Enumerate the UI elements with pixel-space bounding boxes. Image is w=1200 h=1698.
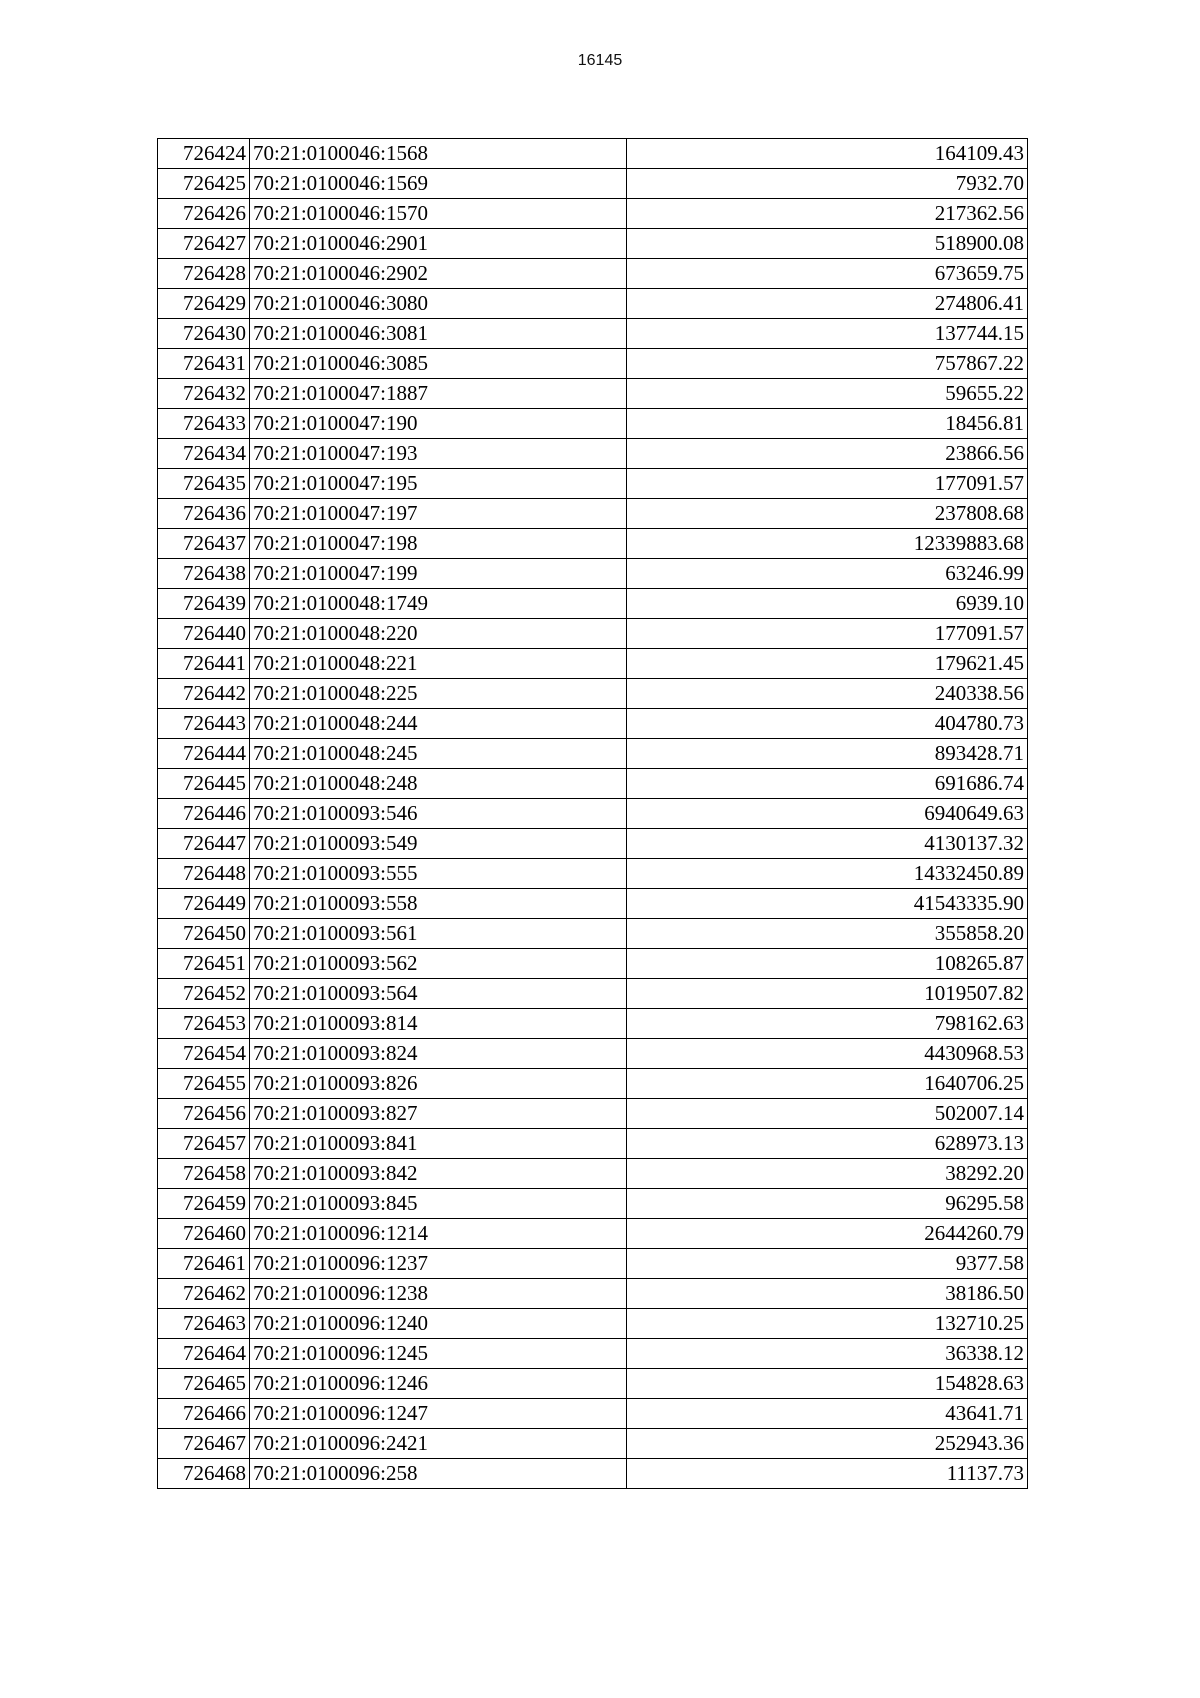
table-row bbox=[158, 1189, 1028, 1219]
row-number-cell: 726427 bbox=[158, 229, 250, 259]
value-cell: 4430968.53 bbox=[627, 1039, 1028, 1069]
cadastral-number-cell: 70:21:0100093:561 bbox=[250, 919, 627, 949]
cadastral-number-cell: 70:21:0100048:248 bbox=[250, 769, 627, 799]
value-cell: 137744.15 bbox=[627, 319, 1028, 349]
row-number-cell: 726438 bbox=[158, 559, 250, 589]
row-number-cell: 726436 bbox=[158, 499, 250, 529]
table-row bbox=[158, 1069, 1028, 1099]
row-number-cell: 726425 bbox=[158, 169, 250, 199]
value-cell: 36338.12 bbox=[627, 1339, 1028, 1369]
table-row bbox=[158, 1429, 1028, 1459]
value-cell: 41543335.90 bbox=[627, 889, 1028, 919]
value-cell: 274806.41 bbox=[627, 289, 1028, 319]
value-cell: 11137.73 bbox=[627, 1459, 1028, 1489]
cadastral-number-cell: 70:21:0100096:258 bbox=[250, 1459, 627, 1489]
row-number-cell: 726466 bbox=[158, 1399, 250, 1429]
value-cell: 154828.63 bbox=[627, 1369, 1028, 1399]
table-row bbox=[158, 619, 1028, 649]
cadastral-number-cell: 70:21:0100047:195 bbox=[250, 469, 627, 499]
table-row bbox=[158, 649, 1028, 679]
value-cell: 164109.43 bbox=[627, 139, 1028, 169]
row-number-cell: 726465 bbox=[158, 1369, 250, 1399]
cadastral-number-cell: 70:21:0100047:193 bbox=[250, 439, 627, 469]
value-cell: 6940649.63 bbox=[627, 799, 1028, 829]
cadastral-number-cell: 70:21:0100093:562 bbox=[250, 949, 627, 979]
cadastral-number-cell: 70:21:0100093:845 bbox=[250, 1189, 627, 1219]
table-row bbox=[158, 829, 1028, 859]
table-row bbox=[158, 1249, 1028, 1279]
row-number-cell: 726431 bbox=[158, 349, 250, 379]
row-number-cell: 726449 bbox=[158, 889, 250, 919]
table-row bbox=[158, 439, 1028, 469]
value-cell: 132710.25 bbox=[627, 1309, 1028, 1339]
row-number-cell: 726463 bbox=[158, 1309, 250, 1339]
page-number: 16145 bbox=[577, 52, 623, 69]
table-row bbox=[158, 1219, 1028, 1249]
value-cell: 14332450.89 bbox=[627, 859, 1028, 889]
cadastral-number-cell: 70:21:0100093:827 bbox=[250, 1099, 627, 1129]
value-cell: 518900.08 bbox=[627, 229, 1028, 259]
value-cell: 9377.58 bbox=[627, 1249, 1028, 1279]
table-row bbox=[158, 1129, 1028, 1159]
value-cell: 177091.57 bbox=[627, 619, 1028, 649]
table-row bbox=[158, 1309, 1028, 1339]
table-row bbox=[158, 1039, 1028, 1069]
cadastral-number-cell: 70:21:0100096:1246 bbox=[250, 1369, 627, 1399]
row-number-cell: 726452 bbox=[158, 979, 250, 1009]
cadastral-value-table bbox=[157, 138, 1028, 1489]
row-number-cell: 726428 bbox=[158, 259, 250, 289]
value-cell: 404780.73 bbox=[627, 709, 1028, 739]
cadastral-number-cell: 70:21:0100096:1237 bbox=[250, 1249, 627, 1279]
value-cell: 673659.75 bbox=[627, 259, 1028, 289]
row-number-cell: 726434 bbox=[158, 439, 250, 469]
table-row bbox=[158, 199, 1028, 229]
row-number-cell: 726458 bbox=[158, 1159, 250, 1189]
table-row bbox=[158, 979, 1028, 1009]
table-row bbox=[158, 379, 1028, 409]
row-number-cell: 726467 bbox=[158, 1429, 250, 1459]
row-number-cell: 726443 bbox=[158, 709, 250, 739]
cadastral-number-cell: 70:21:0100096:2421 bbox=[250, 1429, 627, 1459]
row-number-cell: 726456 bbox=[158, 1099, 250, 1129]
value-cell: 63246.99 bbox=[627, 559, 1028, 589]
row-number-cell: 726455 bbox=[158, 1069, 250, 1099]
value-cell: 23866.56 bbox=[627, 439, 1028, 469]
table-row bbox=[158, 469, 1028, 499]
row-number-cell: 726448 bbox=[158, 859, 250, 889]
row-number-cell: 726440 bbox=[158, 619, 250, 649]
value-cell: 96295.58 bbox=[627, 1189, 1028, 1219]
value-cell: 2644260.79 bbox=[627, 1219, 1028, 1249]
value-cell: 757867.22 bbox=[627, 349, 1028, 379]
value-cell: 798162.63 bbox=[627, 1009, 1028, 1039]
table-row bbox=[158, 1459, 1028, 1489]
table-row bbox=[158, 1339, 1028, 1369]
cadastral-number-cell: 70:21:0100093:826 bbox=[250, 1069, 627, 1099]
value-cell: 38292.20 bbox=[627, 1159, 1028, 1189]
table-row bbox=[158, 139, 1028, 169]
cadastral-number-cell: 70:21:0100093:841 bbox=[250, 1129, 627, 1159]
row-number-cell: 726424 bbox=[158, 139, 250, 169]
table-row bbox=[158, 799, 1028, 829]
value-cell: 1019507.82 bbox=[627, 979, 1028, 1009]
table-row bbox=[158, 559, 1028, 589]
value-cell: 240338.56 bbox=[627, 679, 1028, 709]
table-body bbox=[158, 139, 1028, 1489]
row-number-cell: 726430 bbox=[158, 319, 250, 349]
cadastral-number-cell: 70:21:0100047:198 bbox=[250, 529, 627, 559]
value-cell: 4130137.32 bbox=[627, 829, 1028, 859]
table-row bbox=[158, 319, 1028, 349]
cadastral-number-cell: 70:21:0100048:245 bbox=[250, 739, 627, 769]
value-cell: 252943.36 bbox=[627, 1429, 1028, 1459]
row-number-cell: 726461 bbox=[158, 1249, 250, 1279]
table-row bbox=[158, 1399, 1028, 1429]
table-row bbox=[158, 529, 1028, 559]
row-number-cell: 726442 bbox=[158, 679, 250, 709]
row-number-cell: 726444 bbox=[158, 739, 250, 769]
value-cell: 628973.13 bbox=[627, 1129, 1028, 1159]
cadastral-number-cell: 70:21:0100046:1568 bbox=[250, 139, 627, 169]
row-number-cell: 726441 bbox=[158, 649, 250, 679]
value-cell: 217362.56 bbox=[627, 199, 1028, 229]
table-row bbox=[158, 169, 1028, 199]
table-row bbox=[158, 289, 1028, 319]
cadastral-number-cell: 70:21:0100096:1247 bbox=[250, 1399, 627, 1429]
table-row bbox=[158, 589, 1028, 619]
cadastral-number-cell: 70:21:0100093:546 bbox=[250, 799, 627, 829]
cadastral-number-cell: 70:21:0100046:1569 bbox=[250, 169, 627, 199]
value-cell: 179621.45 bbox=[627, 649, 1028, 679]
row-number-cell: 726462 bbox=[158, 1279, 250, 1309]
table-row bbox=[158, 679, 1028, 709]
value-cell: 237808.68 bbox=[627, 499, 1028, 529]
row-number-cell: 726459 bbox=[158, 1189, 250, 1219]
cadastral-number-cell: 70:21:0100047:1887 bbox=[250, 379, 627, 409]
cadastral-number-cell: 70:21:0100093:842 bbox=[250, 1159, 627, 1189]
row-number-cell: 726433 bbox=[158, 409, 250, 439]
table-row bbox=[158, 1099, 1028, 1129]
cadastral-number-cell: 70:21:0100046:3081 bbox=[250, 319, 627, 349]
table-row bbox=[158, 949, 1028, 979]
row-number-cell: 726464 bbox=[158, 1339, 250, 1369]
table-row bbox=[158, 259, 1028, 289]
table-row bbox=[158, 919, 1028, 949]
row-number-cell: 726439 bbox=[158, 589, 250, 619]
value-cell: 177091.57 bbox=[627, 469, 1028, 499]
cadastral-number-cell: 70:21:0100047:190 bbox=[250, 409, 627, 439]
cadastral-number-cell: 70:21:0100048:1749 bbox=[250, 589, 627, 619]
table-row bbox=[158, 349, 1028, 379]
value-cell: 12339883.68 bbox=[627, 529, 1028, 559]
row-number-cell: 726450 bbox=[158, 919, 250, 949]
value-cell: 59655.22 bbox=[627, 379, 1028, 409]
table-row bbox=[158, 769, 1028, 799]
value-cell: 1640706.25 bbox=[627, 1069, 1028, 1099]
cadastral-number-cell: 70:21:0100096:1245 bbox=[250, 1339, 627, 1369]
cadastral-number-cell: 70:21:0100093:549 bbox=[250, 829, 627, 859]
value-cell: 108265.87 bbox=[627, 949, 1028, 979]
row-number-cell: 726432 bbox=[158, 379, 250, 409]
cadastral-number-cell: 70:21:0100048:221 bbox=[250, 649, 627, 679]
cadastral-number-cell: 70:21:0100048:220 bbox=[250, 619, 627, 649]
table-row bbox=[158, 1009, 1028, 1039]
table-row bbox=[158, 1159, 1028, 1189]
row-number-cell: 726460 bbox=[158, 1219, 250, 1249]
table-row bbox=[158, 229, 1028, 259]
value-cell: 7932.70 bbox=[627, 169, 1028, 199]
cadastral-number-cell: 70:21:0100096:1214 bbox=[250, 1219, 627, 1249]
cadastral-number-cell: 70:21:0100093:824 bbox=[250, 1039, 627, 1069]
cadastral-number-cell: 70:21:0100096:1240 bbox=[250, 1309, 627, 1339]
value-cell: 18456.81 bbox=[627, 409, 1028, 439]
value-cell: 43641.71 bbox=[627, 1399, 1028, 1429]
value-cell: 502007.14 bbox=[627, 1099, 1028, 1129]
row-number-cell: 726457 bbox=[158, 1129, 250, 1159]
cadastral-number-cell: 70:21:0100046:3080 bbox=[250, 289, 627, 319]
value-cell: 38186.50 bbox=[627, 1279, 1028, 1309]
cadastral-number-cell: 70:21:0100048:244 bbox=[250, 709, 627, 739]
value-cell: 691686.74 bbox=[627, 769, 1028, 799]
value-cell: 355858.20 bbox=[627, 919, 1028, 949]
cadastral-number-cell: 70:21:0100046:1570 bbox=[250, 199, 627, 229]
table-row bbox=[158, 1369, 1028, 1399]
cadastral-number-cell: 70:21:0100093:564 bbox=[250, 979, 627, 1009]
row-number-cell: 726445 bbox=[158, 769, 250, 799]
cadastral-number-cell: 70:21:0100046:2901 bbox=[250, 229, 627, 259]
row-number-cell: 726426 bbox=[158, 199, 250, 229]
table-row bbox=[158, 739, 1028, 769]
row-number-cell: 726447 bbox=[158, 829, 250, 859]
row-number-cell: 726435 bbox=[158, 469, 250, 499]
cadastral-number-cell: 70:21:0100046:3085 bbox=[250, 349, 627, 379]
cadastral-number-cell: 70:21:0100093:558 bbox=[250, 889, 627, 919]
row-number-cell: 726446 bbox=[158, 799, 250, 829]
row-number-cell: 726468 bbox=[158, 1459, 250, 1489]
row-number-cell: 726437 bbox=[158, 529, 250, 559]
row-number-cell: 726453 bbox=[158, 1009, 250, 1039]
table-row bbox=[158, 1279, 1028, 1309]
cadastral-number-cell: 70:21:0100048:225 bbox=[250, 679, 627, 709]
cadastral-number-cell: 70:21:0100047:199 bbox=[250, 559, 627, 589]
table-row bbox=[158, 409, 1028, 439]
cadastral-number-cell: 70:21:0100093:814 bbox=[250, 1009, 627, 1039]
table-row bbox=[158, 889, 1028, 919]
value-cell: 893428.71 bbox=[627, 739, 1028, 769]
row-number-cell: 726429 bbox=[158, 289, 250, 319]
row-number-cell: 726451 bbox=[158, 949, 250, 979]
cadastral-number-cell: 70:21:0100093:555 bbox=[250, 859, 627, 889]
row-number-cell: 726454 bbox=[158, 1039, 250, 1069]
table-row bbox=[158, 709, 1028, 739]
cadastral-number-cell: 70:21:0100096:1238 bbox=[250, 1279, 627, 1309]
table-row bbox=[158, 859, 1028, 889]
cadastral-number-cell: 70:21:0100046:2902 bbox=[250, 259, 627, 289]
value-cell: 6939.10 bbox=[627, 589, 1028, 619]
table-row bbox=[158, 499, 1028, 529]
cadastral-number-cell: 70:21:0100047:197 bbox=[250, 499, 627, 529]
